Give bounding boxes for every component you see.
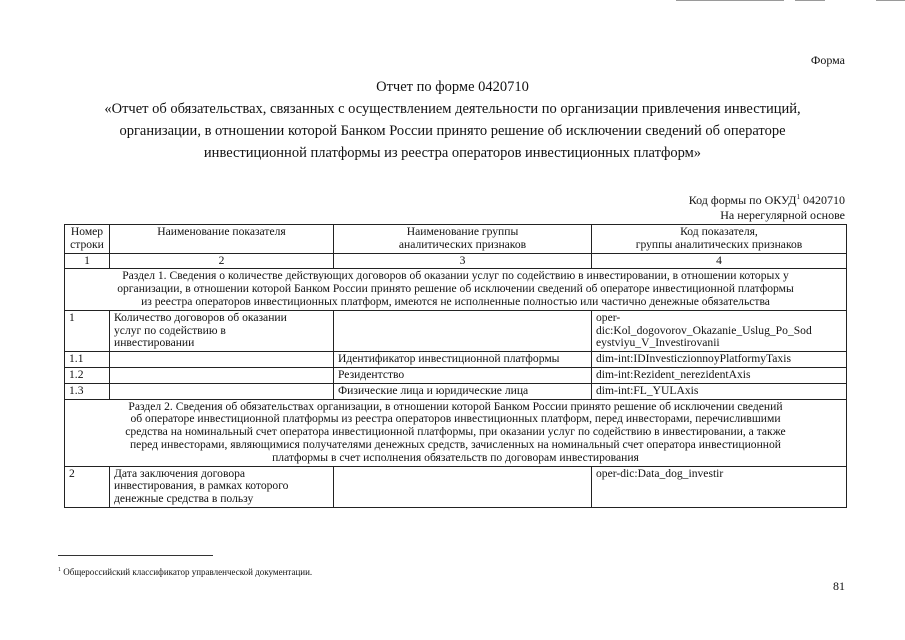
okud-code: 0420710 [803, 193, 845, 207]
indicator-name [110, 383, 334, 399]
title-line: организации, в отношении которой Банком России принято решение об исключении сведений об операторе [119, 123, 786, 139]
indicator-code: oper-dic:Data_dog_investir [592, 466, 847, 507]
page-number: 81 [833, 579, 845, 593]
header-row-number: Номер строки [65, 225, 110, 254]
section-2-row [65, 399, 847, 466]
indicator-name: Количество договоров об оказании услуг по содействию в инвестировании [110, 310, 334, 351]
footnote-text: Общероссийский классификатор управленческой документации. [63, 567, 313, 577]
group-name: Физические лица и юридические лица [334, 383, 592, 399]
indicator-code: dim-int:IDInvesticzionnoyPlatformyTaxis [592, 352, 847, 368]
okud-block [689, 190, 845, 223]
table-header-row [65, 225, 847, 254]
group-name [334, 466, 592, 507]
indicator-name [110, 352, 334, 368]
table-row [65, 352, 847, 368]
top-edge-line [676, 0, 784, 1]
top-edge-line [795, 0, 825, 1]
header-group-name: Наименование группы аналитических признаков [334, 225, 592, 254]
indicator-name [110, 367, 334, 383]
indicator-name: Дата заключения договора инвестирования, в рамках которого денежные средства в пользу [110, 466, 334, 507]
indicator-code: oper- dic:Kol_dogovorov_Okazanie_Uslug_Po_Sod eystviyu_V_Investirovanii [592, 310, 847, 351]
okud-label: Код формы по ОКУД [688, 193, 797, 207]
indicator-code: dim-int:Rezident_nerezidentAxis [592, 367, 847, 383]
row-number: 2 [65, 466, 110, 507]
report-table [64, 224, 847, 508]
report-title [0, 76, 905, 164]
table-row [65, 383, 847, 399]
footnote-ref: 1 [796, 193, 800, 201]
title-line: инвестиционной платформы из реестра операторов инвестиционных платформ» [203, 145, 702, 161]
title-line: Отчет по форме 0420710 [376, 79, 529, 95]
section-1-heading: Раздел 1. Сведения о количестве действующих договоров об оказании услуг по содействию в инвестировании, в отношении которых у организации, в отношении которой Банком России принято решение об исключении сведений об операторе инвестиционной платформы из реестра операторов инвестиционных платформ, имеются не исполненные полностью или частично денежные обязательства [65, 269, 847, 310]
row-number: 1.3 [65, 383, 110, 399]
header-code: Код показателя, группы аналитических признаков [592, 225, 847, 254]
indicator-code: dim-int:FL_YULAxis [592, 383, 847, 399]
okud-code-line [689, 190, 845, 208]
table-row [65, 367, 847, 383]
group-name [334, 310, 592, 351]
header-indicator-name: Наименование показателя [110, 225, 334, 254]
top-edge-line [876, 0, 905, 1]
row-number: 1.2 [65, 367, 110, 383]
footnote-mark: 1 [58, 567, 61, 573]
title-line: «Отчет об обязательствах, связанных с осуществлением деятельности по организации привлечения инвестиций, [104, 101, 801, 117]
footnote-divider [58, 555, 213, 556]
table-row [65, 466, 847, 507]
column-number: 1 [65, 253, 110, 269]
group-name: Резидентство [334, 367, 592, 383]
row-number: 1.1 [65, 352, 110, 368]
table-row [65, 310, 847, 351]
column-number: 3 [334, 253, 592, 269]
periodicity: На нерегулярной основе [720, 208, 845, 222]
form-label: Форма [810, 53, 845, 67]
column-number: 2 [110, 253, 334, 269]
footnote [58, 567, 312, 577]
column-number-row [65, 253, 847, 269]
section-2-heading: Раздел 2. Сведения об обязательствах организации, в отношении которой Банком России принято решение об исключении сведений об операторе инвестиционной платформы из реестра операторов инвестиционных платформ, перед инвесторами, перечислившими средства на номинальный счет оператора инвестиционной платформы, при оказании услуг по содействию в инвестировании, а также перед инвесторами, являющимися получателями денежных средств, зачисленных на номинальный счет оператора инвестиционной платформы в счет исполнения обязательств по договорам инвестирования [65, 399, 847, 466]
row-number: 1 [65, 310, 110, 351]
group-name: Идентификатор инвестиционной платформы [334, 352, 592, 368]
section-1-row [65, 269, 847, 310]
column-number: 4 [592, 253, 847, 269]
